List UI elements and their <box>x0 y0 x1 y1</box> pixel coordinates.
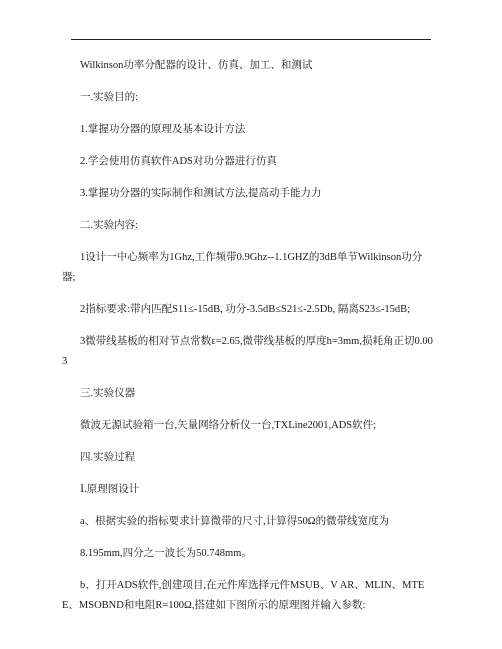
document-body <box>62 56 434 628</box>
section-heading-purpose: 一.实验目的: <box>80 92 139 103</box>
step-a-line-1: a、根据实验的指标要求计算微带的尺寸,计算得50Ω的微带线宽度为 <box>80 516 390 527</box>
content-item-2: 2指标要求:带内匹配S11≤-15dB, 功分-3.5dB≤S21≤-2.5Db, 隔离S23≤-15dB; <box>80 304 411 315</box>
instruments-text: 微波无源试验箱一台,矢量网络分析仪一台,TXLine2001,ADS软件; <box>80 420 377 431</box>
section-heading-instruments: 三.实验仪器 <box>80 388 136 399</box>
step-a-line-2: 8.195mm,四分之一波长为50.748mm。 <box>80 548 252 559</box>
purpose-item-2: 2.学会使用仿真软件ADS对功分器进行仿真 <box>80 156 277 167</box>
section-heading-content: 二.实验内容: <box>80 220 139 231</box>
document-title: Wilkinson功率分配器的设计、仿真、加工、和测试 <box>80 60 313 71</box>
header-rule <box>71 39 431 40</box>
content-item-1: 1设计一中心频率为1Ghz,工作频带0.9Ghz--1.1GHZ的3dB单节Wilkinson功分器; <box>62 252 423 283</box>
section-heading-process: 四.实验过程 <box>80 452 136 463</box>
content-item-3: 3微带线基板的相对节点常数ε=2.65,微带线基板的厚度h=3mm,损耗角正切0.003 <box>62 336 433 367</box>
subsection-schematic: Ⅰ.原理图设计 <box>80 484 140 495</box>
purpose-item-3: 3.掌握功分器的实际制作和测试方法,提高动手能力力 <box>80 188 322 199</box>
purpose-item-1: 1.掌握功分器的原理及基本设计方法 <box>80 124 246 135</box>
step-b: b、打开ADS软件,创建项目,在元件库选择元件MSUB、V AR、MLIN、MTEE、MSOBND和电阻R=100Ω,搭建如下图所示的原理图并输入参数: <box>62 580 425 611</box>
